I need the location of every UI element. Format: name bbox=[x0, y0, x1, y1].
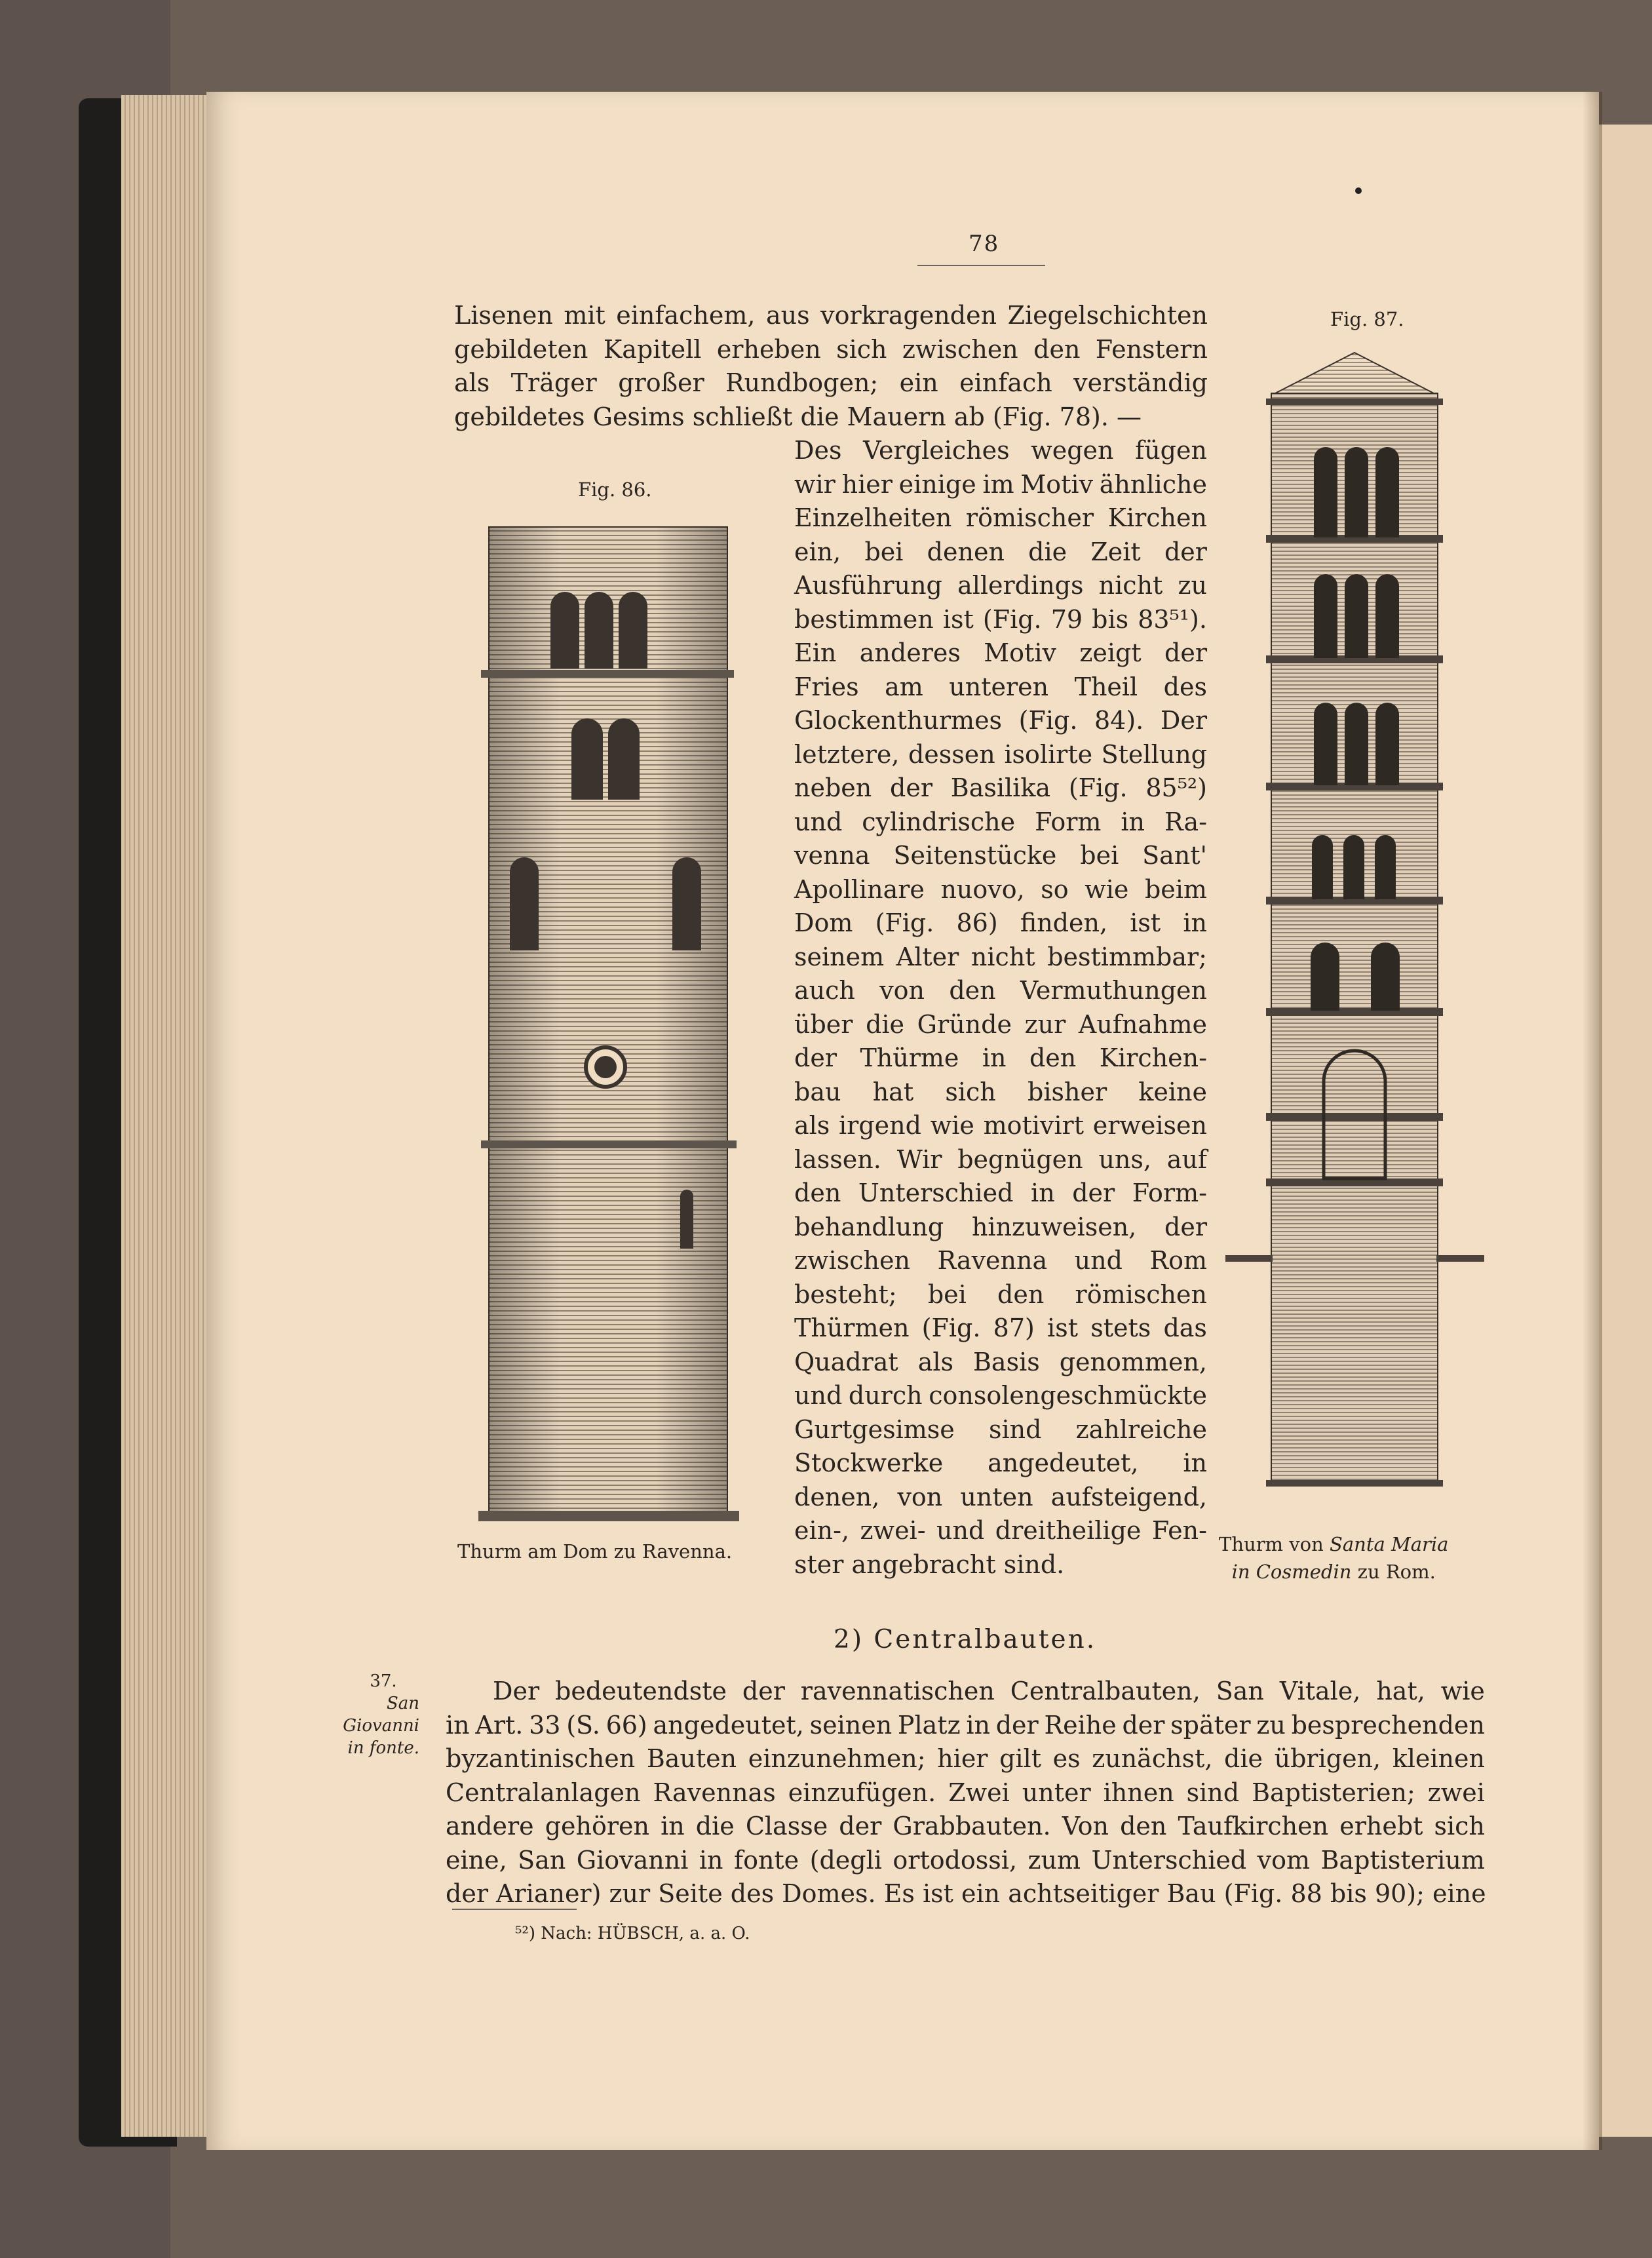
column-line: Ausführung allerdings nicht zu bbox=[794, 571, 1207, 600]
column-line: Dom (Fig. 86) finden, ist in bbox=[794, 908, 1207, 937]
fig87-caption-part: in Cosmedin bbox=[1231, 1561, 1352, 1583]
column-line: Stockwerke angedeutet, in bbox=[794, 1449, 1207, 1477]
column-line: ein, bei denen die Zeit der bbox=[794, 537, 1207, 566]
paragraph-line: der Arianer) zur Seite des Domes. Es ist ein achtseitiger Bau (Fig. 88 bis 90); eine bbox=[446, 1879, 1486, 1908]
paragraph-line: eine, San Giovanni in fonte (degli ortodossi, zum Unterschied vom Baptisterium bbox=[446, 1845, 1485, 1875]
footnote-rule bbox=[452, 1909, 577, 1910]
fig87-caption bbox=[1219, 1530, 1448, 1586]
section-heading: 2) Centralbauten. bbox=[834, 1625, 1097, 1654]
fig86-label: Fig. 86. bbox=[578, 478, 652, 501]
column-line: bestimmen ist (Fig. 79 bis 83⁵¹). bbox=[794, 604, 1207, 634]
column-line: letztere, dessen isolirte Stellung bbox=[794, 739, 1207, 769]
fig86-caption: Thurm am Dom zu Ravenna. bbox=[457, 1540, 733, 1563]
column-line: Thürmen (Fig. 87) ist stets das bbox=[794, 1314, 1207, 1342]
column-line: venna Seitenstücke bei Sant' bbox=[794, 841, 1207, 870]
paragraph-line: Centralanlagen Ravennas einzufügen. Zwei unter ihnen sind Baptisterien; zwei bbox=[446, 1778, 1485, 1807]
column-line: Quadrat als Basis genommen, bbox=[794, 1347, 1207, 1376]
fig87-tower-illustration bbox=[1225, 347, 1484, 1521]
page-gutter-shadow bbox=[1583, 92, 1602, 2150]
page-number-rule bbox=[917, 265, 1045, 266]
column-line: neben der Basilika (Fig. 85⁵²) bbox=[794, 773, 1207, 802]
column-line: Gurtgesimse sind zahlreiche bbox=[794, 1414, 1207, 1444]
margin-note-line: San Giovanni bbox=[343, 1694, 419, 1736]
column-line: besteht; bei den römischen bbox=[794, 1279, 1207, 1309]
column-line: bau hat sich bisher keine bbox=[794, 1077, 1207, 1106]
column-line: lassen. Wir begnügen uns, auf bbox=[794, 1144, 1207, 1174]
paragraph-line: Der bedeutendste der ravennatischen Centralbauten, San Vitale, hat, wie bbox=[493, 1677, 1485, 1705]
intro-line: gebildeten Kapitell erheben sich zwischen den Fenstern bbox=[454, 334, 1208, 364]
column-line: seinem Alter nicht bestimmbar; bbox=[794, 942, 1207, 971]
column-line: wir hier einige im Motiv ähnliche bbox=[794, 469, 1207, 499]
margin-note-number: 37. bbox=[370, 1671, 397, 1691]
paragraph-line: byzantinischen Bauten einzunehmen; hier gilt es zunächst, die übrigen, kleinen bbox=[446, 1744, 1485, 1773]
column-line: Glockenthurmes (Fig. 84). Der bbox=[794, 706, 1207, 735]
column-line: auch von den Vermuthungen bbox=[794, 976, 1207, 1005]
column-line: ster angebracht sind. bbox=[794, 1549, 1065, 1579]
column-line: der Thürme in den Kirchen- bbox=[794, 1043, 1207, 1072]
fig87-caption-part: Santa Maria bbox=[1330, 1533, 1449, 1555]
paragraph-line: in Art. 33 (S. 66) angedeutet, seinen Platz in der Reihe der später zu besprechenden bbox=[446, 1710, 1485, 1740]
column-line: Ein anderes Motiv zeigt der bbox=[794, 638, 1207, 667]
fig87-caption-part: Thurm von bbox=[1219, 1533, 1330, 1555]
margin-note-line: in fonte. bbox=[347, 1738, 419, 1758]
column-line: den Unterschied in der Form- bbox=[794, 1178, 1207, 1207]
column-line: über die Gründe zur Aufnahme bbox=[794, 1009, 1207, 1039]
intro-line: als Träger großer Rundbogen; ein einfach verständig bbox=[454, 368, 1208, 397]
fig87-caption-part: zu Rom. bbox=[1351, 1561, 1436, 1583]
column-line: Fries am unteren Theil des bbox=[794, 672, 1207, 701]
paragraph-line: andere gehören in die Classe der Grabbauten. Von den Taufkirchen erhebt sich bbox=[446, 1812, 1485, 1840]
fig87-label: Fig. 87. bbox=[1330, 308, 1404, 330]
page-number: 78 bbox=[969, 231, 1000, 257]
column-line: als irgend wie motivirt erweisen bbox=[794, 1111, 1207, 1140]
intro-line: gebildetes Gesims schließt die Mauern ab (Fig. 78). — bbox=[454, 402, 1142, 431]
column-line: ein-, zwei- und dreitheilige Fen- bbox=[794, 1516, 1207, 1545]
column-text bbox=[794, 434, 1207, 1582]
page-edges bbox=[121, 95, 220, 2137]
column-line: zwischen Ravenna und Rom bbox=[794, 1246, 1207, 1275]
column-line: Des Vergleiches wegen fügen bbox=[794, 436, 1207, 465]
column-line: denen, von unten aufsteigend, bbox=[794, 1482, 1207, 1511]
fig86-tower-illustration bbox=[472, 518, 747, 1527]
ink-dot bbox=[1355, 187, 1362, 194]
footnote: ⁵²) Nach: HÜBSCH, a. a. O. bbox=[515, 1924, 750, 1943]
column-line: und cylindrische Form in Ra- bbox=[794, 807, 1207, 836]
column-line: Einzelheiten römischer Kirchen bbox=[794, 503, 1207, 532]
intro-text bbox=[454, 299, 1208, 434]
paragraph-text bbox=[446, 1675, 1485, 1911]
column-line: und durch consolengeschmückte bbox=[794, 1381, 1207, 1410]
column-line: Apollinare nuovo, so wie beim bbox=[794, 874, 1207, 904]
column-line: behandlung hinzuweisen, der bbox=[794, 1212, 1207, 1241]
intro-line: Lisenen mit einfachem, aus vorkragenden Ziegelschichten bbox=[454, 301, 1208, 330]
margin-note bbox=[308, 1670, 419, 1759]
